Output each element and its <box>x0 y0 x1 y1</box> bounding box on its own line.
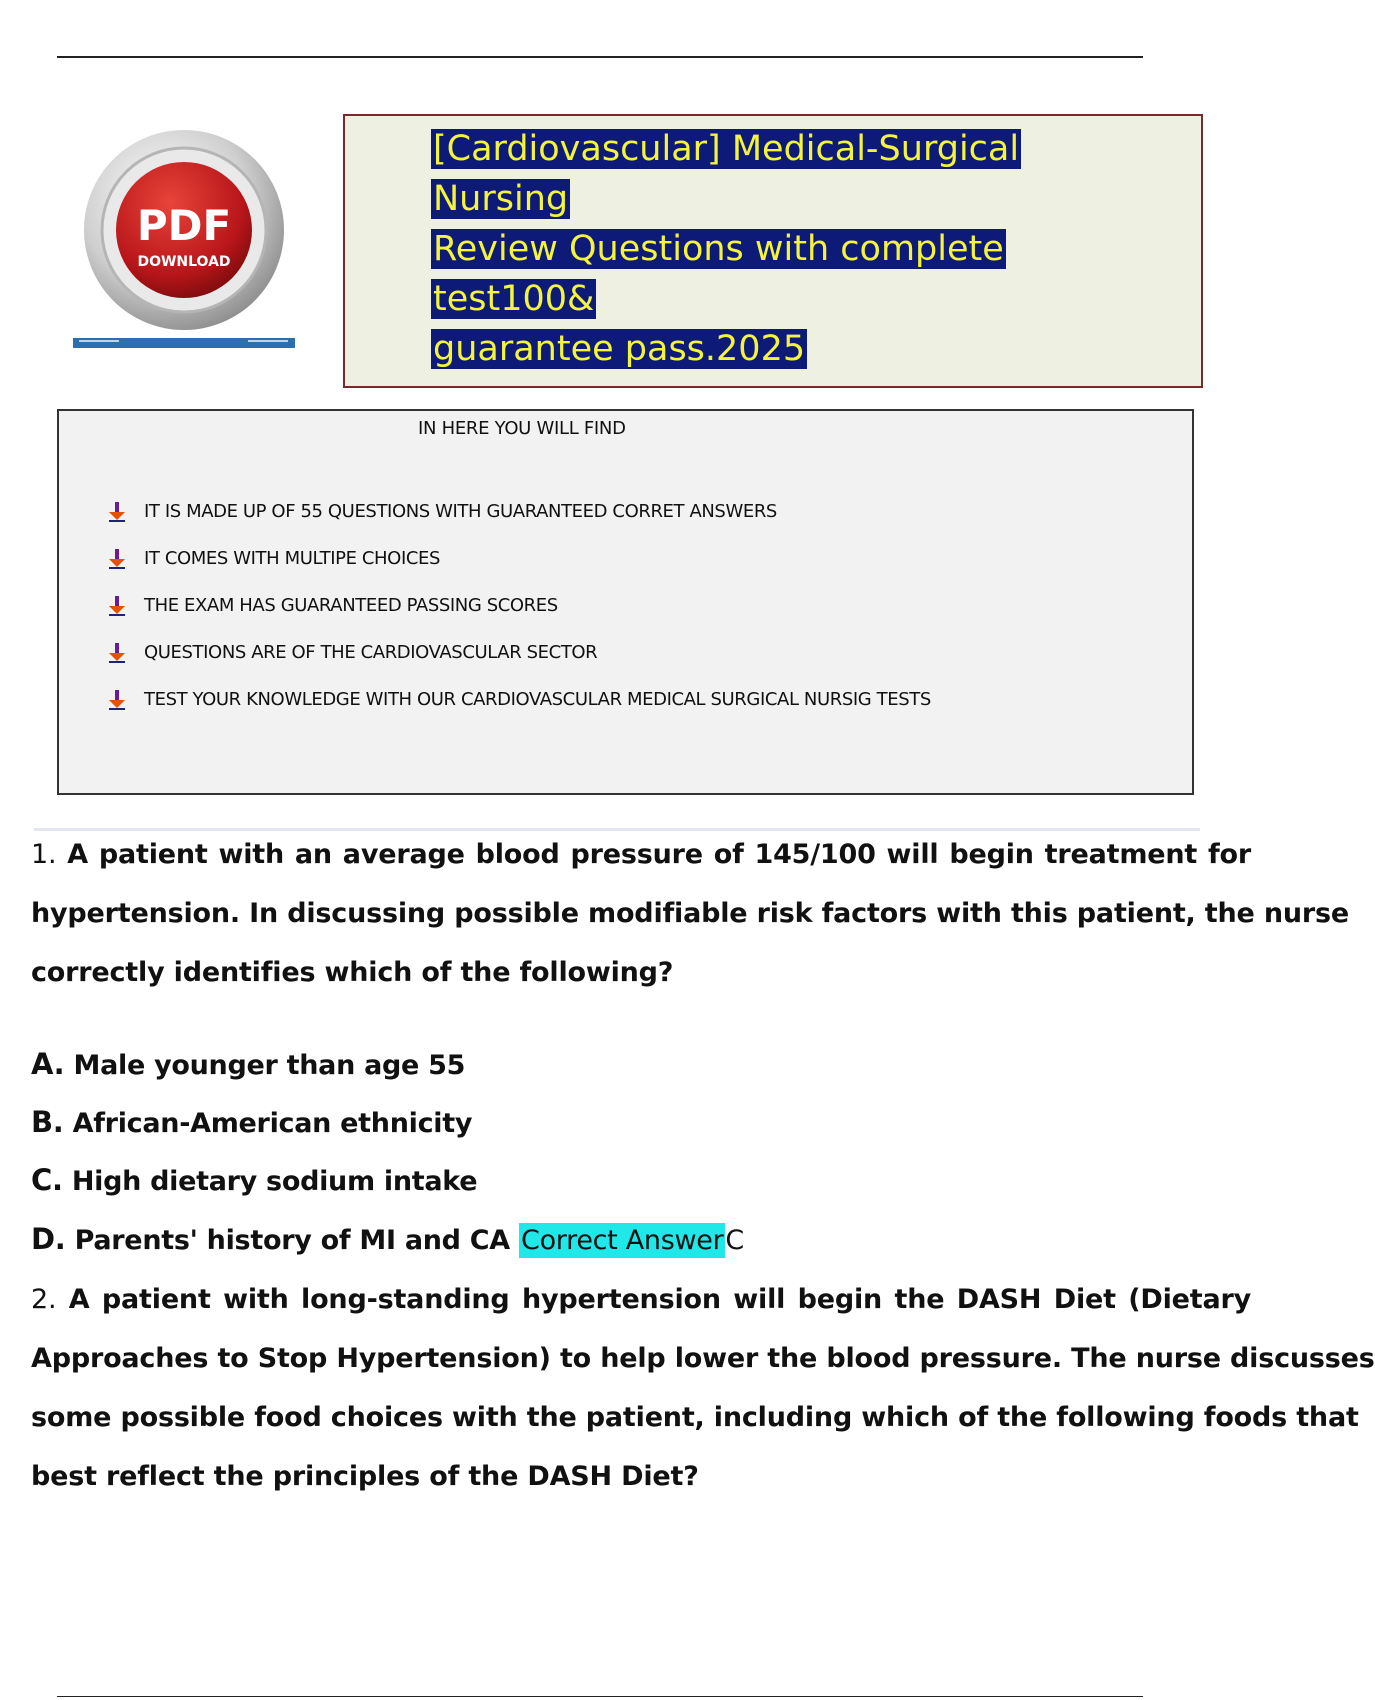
arrow-bullet-icon <box>106 548 128 570</box>
list-item-text: TEST YOUR KNOWLEDGE WITH OUR CARDIOVASCULAR MEDICAL SURGICAL NURSIG TESTS <box>144 689 931 710</box>
option-letter: D. <box>31 1222 66 1256</box>
correct-answer-label: Correct Answer <box>521 1225 724 1256</box>
title-line-1: [Cardiovascular] Medical-Surgical Nursing <box>433 129 1020 219</box>
arrow-bullet-icon <box>106 501 128 523</box>
correct-answer-value: C <box>725 1225 744 1256</box>
question-2-line-4: best reflect the principles of the DASH Diet? <box>31 1461 699 1492</box>
arrow-bullet-icon <box>106 595 128 617</box>
option-d <box>31 1222 744 1256</box>
question-number: 1. <box>31 839 57 870</box>
download-label: DOWNLOAD <box>137 254 231 270</box>
question-1-line-3: correctly identifies which of the following? <box>31 957 674 988</box>
logo-caption-strip <box>73 338 295 348</box>
question-1 <box>31 825 1349 1002</box>
question-1-line-1 <box>31 825 1251 884</box>
arrow-bullet-icon <box>106 642 128 664</box>
option-letter: B. <box>31 1105 64 1139</box>
option-letter: C. <box>31 1163 63 1197</box>
option-a <box>31 1047 465 1081</box>
bottom-rule <box>57 1696 1143 1697</box>
list-item <box>106 582 931 629</box>
question-2 <box>31 1270 1375 1506</box>
option-b <box>31 1105 472 1139</box>
option-c <box>31 1163 477 1197</box>
question-2-line-1 <box>31 1270 1251 1329</box>
pdf-label: PDF <box>136 201 232 250</box>
option-letter: A. <box>31 1047 65 1081</box>
list-item-text: IT COMES WITH MULTIPE CHOICES <box>144 548 441 569</box>
list-item <box>106 629 931 676</box>
list-item <box>106 535 931 582</box>
arrow-bullet-icon <box>106 689 128 711</box>
question-text: A patient with long-standing hypertension will begin the DASH Diet (Dietary <box>68 1284 1251 1315</box>
option-text: Male younger than age 55 <box>73 1050 466 1081</box>
list-item-text: THE EXAM HAS GUARANTEED PASSING SCORES <box>144 595 558 616</box>
document-title <box>431 124 1151 374</box>
contents-heading: IN HERE YOU WILL FIND <box>418 418 626 439</box>
contents-list <box>106 488 931 723</box>
title-line-3: guarantee pass.2025 <box>433 329 806 369</box>
question-1-line-2: hypertension. In discussing possible modifiable risk factors with this patient, the nurse <box>31 898 1349 929</box>
list-item <box>106 676 931 723</box>
list-item <box>106 488 931 535</box>
option-text: Parents' history of MI and CA <box>74 1225 510 1256</box>
option-text: High dietary sodium intake <box>71 1166 478 1197</box>
question-2-line-2: Approaches to Stop Hypertension) to help lower the blood pressure. The nurse discusses <box>31 1343 1375 1374</box>
option-text: African-American ethnicity <box>72 1108 473 1139</box>
question-number: 2. <box>31 1284 57 1315</box>
top-rule <box>57 56 1143 58</box>
question-text: A patient with an average blood pressure of 145/100 will begin treatment for <box>67 839 1252 870</box>
list-item-text: QUESTIONS ARE OF THE CARDIOVASCULAR SECTOR <box>144 642 598 663</box>
question-2-line-3: some possible food choices with the patient, including which of the following foods that <box>31 1402 1359 1433</box>
list-item-text: IT IS MADE UP OF 55 QUESTIONS WITH GUARANTEED CORRET ANSWERS <box>144 501 777 522</box>
title-line-2: Review Questions with complete test100& <box>433 229 1004 319</box>
pdf-download-icon <box>82 128 287 333</box>
